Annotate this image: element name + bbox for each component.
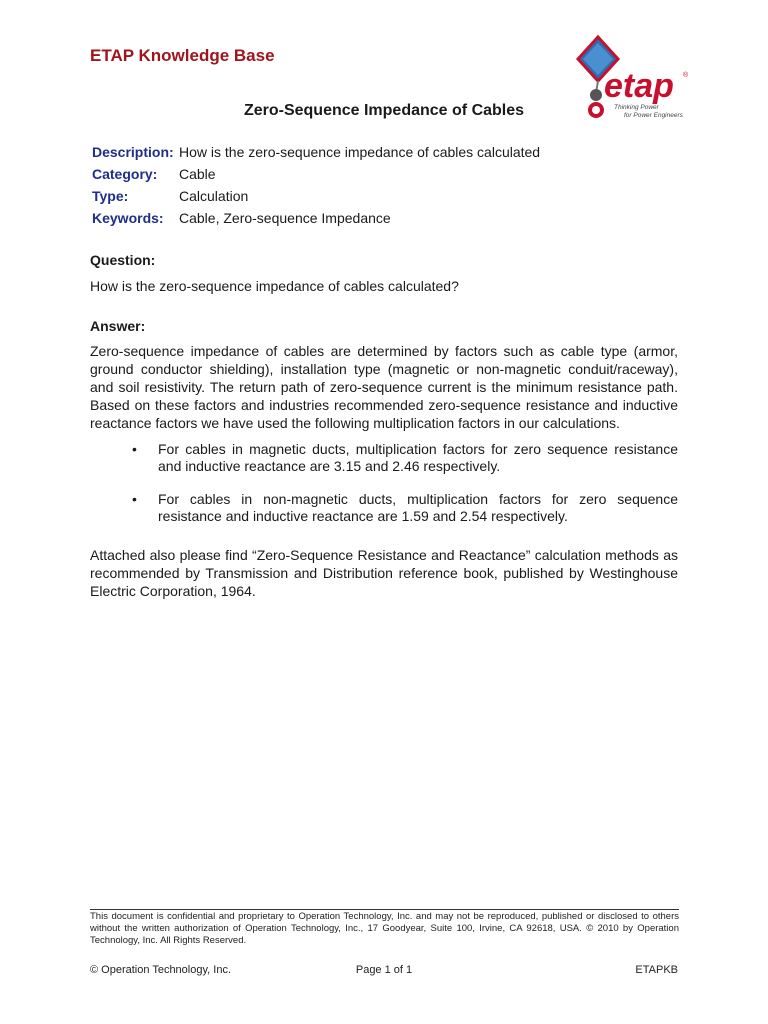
bullet-icon: • (132, 441, 137, 457)
footer-copyright: © Operation Technology, Inc. (90, 964, 232, 976)
meta-row-description (92, 141, 540, 163)
document-title: Zero-Sequence Impedance of Cables (243, 102, 525, 119)
logo-tagline-2: for Power Engineers (624, 112, 683, 119)
meta-value: How is the zero-sequence impedance of cables calculated (179, 144, 541, 160)
meta-label: Keywords: (92, 210, 164, 226)
footer-page-number: Page 1 of 1 (355, 964, 413, 976)
metadata-table (92, 141, 540, 229)
answer-heading: Answer: (90, 318, 146, 334)
meta-label: Category: (92, 166, 158, 182)
meta-row-type (92, 185, 540, 207)
meta-value: Calculation (179, 188, 249, 204)
list-item (132, 491, 678, 525)
logo-trademark: ® (683, 72, 689, 79)
meta-row-keywords (92, 207, 540, 229)
bullet-icon: • (132, 491, 137, 507)
footer-doc-code: ETAPKB (635, 964, 678, 976)
question-text: How is the zero-sequence impedance of cables calculated? (90, 278, 459, 294)
answer-intro-paragraph: Zero-sequence impedance of cables are determined by factors such as cable type (armor, ground conductor shielding), installation type (magnetic or non-magnetic conduit/raceway), and soil resistivity. The return path of zero-sequence current is the minimum resistance path. Based on these factors and industries recommended zero-sequence resistance and inductive reactance factors we have used the following multiplication factors in our calculations. (90, 343, 678, 431)
meta-value: Cable (179, 166, 216, 182)
meta-label: Description: (92, 144, 174, 160)
logo-head (590, 89, 602, 101)
bullet-text: For cables in magnetic ducts, multiplication factors for zero sequence resistance and inductive reactance are 3.15 and 2.46 respectively. (158, 441, 678, 474)
meta-label: Type: (92, 188, 129, 204)
logo-wordmark: etap (604, 67, 674, 105)
question-heading: Question: (90, 252, 156, 268)
list-item (132, 441, 678, 475)
logo-tagline-1: Thinking Power (614, 104, 659, 111)
answer-closing-paragraph: Attached also please find “Zero-Sequence Resistance and Reactance” calculation methods as recommended by Transmission and Distribution reference book, published by Westinghouse Electric Corporation, 1964. (90, 547, 678, 599)
meta-value: Cable, Zero-sequence Impedance (179, 210, 391, 226)
bullet-text: For cables in non-magnetic ducts, multiplication factors for zero sequence resistance and inductive reactance are 1.59 and 2.54 respectively. (158, 491, 678, 524)
answer-bullet-list (132, 441, 678, 541)
footer-divider (90, 909, 679, 910)
confidentiality-disclaimer: This document is confidential and proprietary to Operation Technology, Inc. and may not be reproduced, published or disclosed to others without the written authorization of Operation Technology, Inc., 17 Goodyear, Suite 100, Irvine, CA 92618, USA. © 2010 by Operation Technology, Inc. All Rights Reserved. (90, 911, 679, 946)
kb-title: ETAP Knowledge Base (90, 46, 275, 65)
meta-row-category (92, 163, 540, 185)
